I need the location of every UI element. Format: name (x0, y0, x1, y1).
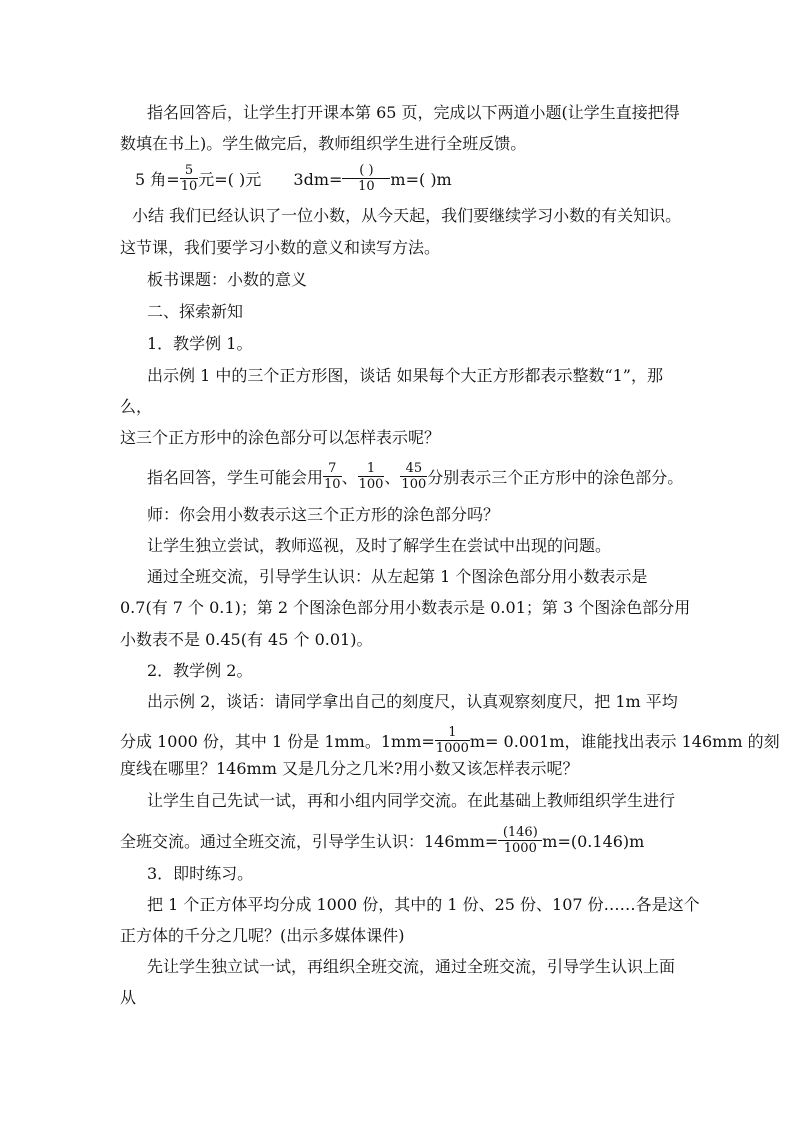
line-suffix: m=(0.146)m (542, 832, 645, 851)
paragraph-line: 让学生独立尝试，教师巡视，及时了解学生在尝试中出现的问题。 (147, 536, 612, 555)
fraction-numerator: 45 (405, 461, 423, 476)
exercise-b-prefix: 3dm= (293, 170, 343, 189)
fraction-denominator: 10 (342, 178, 390, 194)
fraction-denominator: 1000 (498, 840, 542, 856)
paragraph-line: 出示例 1 中的三个正方形图，谈话 如果每个大正方形都表示整数“1”，那 (147, 366, 663, 385)
paragraph-line: 出示例 2，谈话：请同学拿出自己的刻度尺，认真观察刻度尺，把 1m 平均 (147, 692, 678, 711)
separator: 、 (341, 468, 358, 487)
paragraph-line: 小结 我们已经认识了一位小数，从今天起，我们要继续学习小数的有关知识。 (132, 206, 682, 225)
section-heading: 二、探索新知 (147, 302, 244, 321)
paragraph-line: 度线在哪里？146mm 又是几分之几米?用小数又该怎样表示呢？ (120, 759, 579, 778)
fraction-numerator: (146) (502, 825, 538, 840)
paragraph-line: 这节课，我们要学习小数的意义和读写方法。 (120, 238, 441, 257)
fraction (323, 461, 342, 492)
line-prefix: 全班交流。通过全班交流，引导学生认识：146mm= (120, 832, 499, 851)
fraction-line (147, 463, 683, 494)
paragraph-line: 从 (120, 988, 137, 1007)
subsection-heading: 3．即时练习。 (147, 864, 254, 883)
paragraph-line: 通过全班交流，引导学生认识：从左起第 1 个图涂色部分用小数表示是 (147, 567, 648, 586)
fraction-line (120, 827, 644, 858)
exercise-line (135, 165, 452, 196)
fraction (180, 163, 199, 194)
paragraph-line: 把 1 个正方体平均分成 1000 份，其中的 1 份、25 份、107 份……各是这个 (147, 895, 700, 914)
subsection-heading: 2．教学例 2。 (147, 661, 253, 680)
fraction (435, 725, 470, 756)
separator: 、 (384, 468, 401, 487)
fraction-numerator: 5 (184, 163, 194, 178)
paragraph-line: 么， (120, 397, 153, 416)
paragraph-line: 指名回答后，让学生打开课本第 65 页，完成以下两道小题(让学生直接把得 (147, 103, 680, 122)
fraction-denominator: 100 (401, 477, 427, 492)
fraction-numerator: 1 (448, 725, 457, 740)
line-prefix: 指名回答，学生可能会用 (147, 468, 324, 487)
fraction-line (120, 727, 780, 758)
line-prefix: 分成 1000 份，其中 1 份是 1mm。1mm= (120, 732, 435, 751)
subsection-heading: 1．教学例 1。 (147, 334, 253, 353)
fraction (498, 825, 542, 856)
paragraph-line: 这三个正方形中的涂色部分可以怎样表示呢？ (120, 428, 441, 447)
fraction-numerator: 1 (366, 461, 376, 476)
fraction-numerator: 7 (328, 461, 337, 476)
fraction-numerator: ( ) (359, 163, 374, 178)
paragraph-line: 数填在书上)。学生做完后，教师组织学生进行全班反馈。 (120, 134, 527, 153)
paragraph-line: 小数表不是 0.45(有 45 个 0.01)。 (120, 630, 373, 649)
fraction (400, 461, 427, 492)
paragraph-line: 师：你会用小数表示这三个正方形的涂色部分吗？ (147, 505, 500, 524)
line-suffix: m= 0.001m，谁能找出表示 146mm 的刻 (469, 732, 780, 751)
paragraph-line: 板书课题：小数的意义 (147, 270, 308, 289)
fraction (342, 163, 390, 194)
exercise-a-suffix: 元=( )元 (198, 170, 262, 189)
exercise-a-prefix: 5 角= (135, 170, 180, 189)
fraction-denominator: 1000 (435, 741, 469, 756)
paragraph-line: 0.7(有 7 个 0.1)；第 2 个图涂色部分用小数表示是 0.01；第 3 个图涂色部分用 (120, 598, 691, 617)
fraction-denominator: 100 (358, 477, 384, 492)
exercise-b-suffix: m=( )m (390, 170, 452, 189)
fraction-denominator: 10 (324, 477, 341, 492)
paragraph-line: 正方体的千分之几呢？(出示多媒体课件) (120, 926, 405, 945)
fraction-denominator: 10 (180, 179, 198, 194)
fraction (358, 461, 385, 492)
line-suffix: 分别表示三个正方形中的涂色部分。 (427, 468, 684, 487)
paragraph-line: 让学生自己先试一试，再和小组内同学交流。在此基础上教师组织学生进行 (147, 791, 676, 810)
paragraph-line: 先让学生独立试一试，再组织全班交流，通过全班交流，引导学生认识上面 (147, 957, 676, 976)
